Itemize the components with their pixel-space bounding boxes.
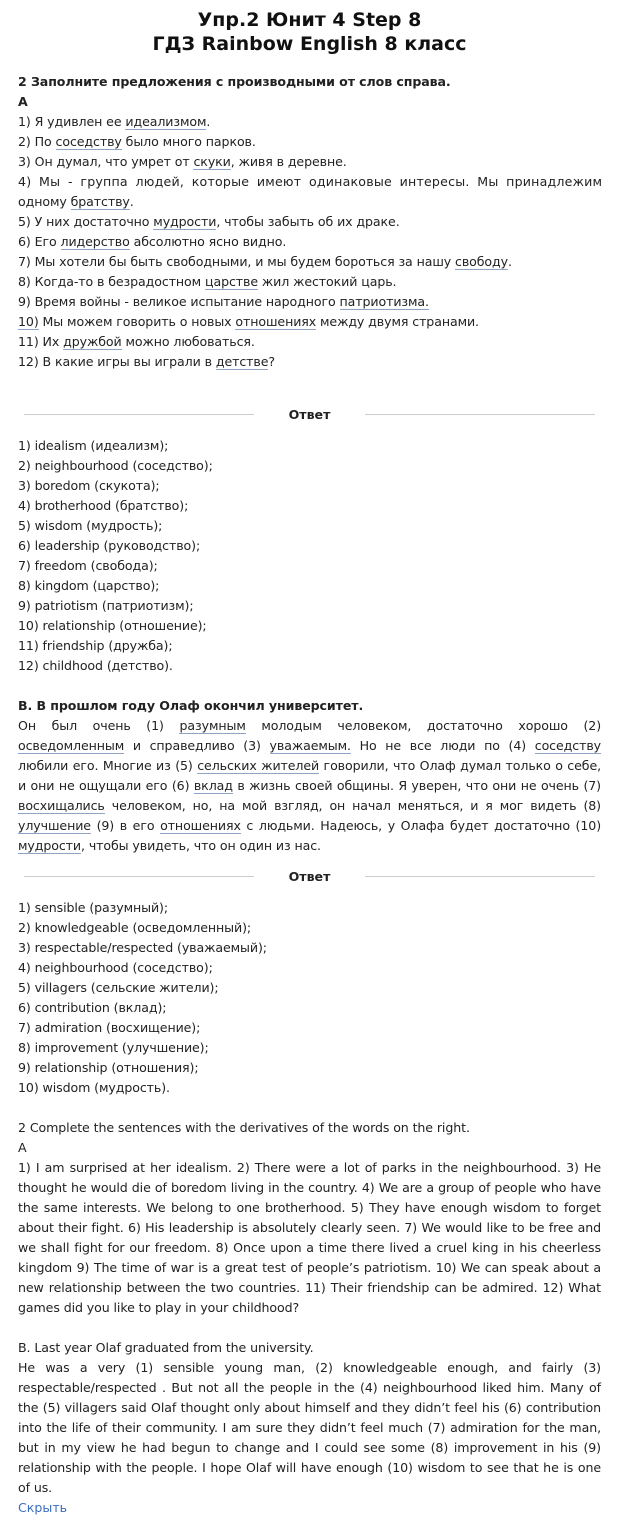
answer-item: 2) knowledgeable (осведомленный); — [18, 920, 252, 935]
underlined-word: вклад — [193, 778, 233, 793]
page-header — [18, 8, 601, 56]
underlined-word: мудрости — [153, 214, 217, 229]
answer-item: 5) wisdom (мудрость); — [18, 518, 163, 533]
task-en-part-a-text: 1) I am surprised at her idealism. 2) There were a lot of parks in the neighbourhood. 3) He thought he would die of boredom living in the country. 4) We are a group of people who have the same interests. We belong to one brotherhood. 5) They have enough wisdom to forget about their fight. 6) His leadership is absolutely clearly seen. 7) We would like to be free and we shall fight for our freedom. 8) Once upon a time there lived a cruel king in his cheerless kingdom 9) The time of war is a great test of people’s patriotism. 10) We can speak about a new relationship between the two countries. 11) Their friendship can be admired. 12) What games did you like to play in your childhood? — [18, 1160, 601, 1315]
underlined-word: идеализмом — [125, 114, 207, 129]
answer-item: 6) leadership (руководство); — [18, 538, 201, 553]
answer-item: 8) kingdom (царство); — [18, 578, 160, 593]
answer-item: 5) villagers (сельские жители); — [18, 980, 219, 995]
divider-rule — [24, 414, 254, 415]
divider-rule — [365, 876, 595, 877]
answer-item: 10) relationship (отношение); — [18, 618, 207, 633]
answer-item: 7) admiration (восхищение); — [18, 1020, 201, 1035]
task-en-part-a-label: A — [18, 1140, 27, 1155]
task-en-part-b-heading: B. Last year Olaf graduated from the university. — [18, 1340, 314, 1355]
underlined-word: сельских жителей — [197, 758, 320, 773]
underlined-word: соседству — [534, 738, 601, 753]
answer-item: 4) brotherhood (братство); — [18, 498, 189, 513]
spacer — [18, 676, 601, 696]
answers-a — [18, 436, 601, 676]
sentence-3: 3) Он думал, что умрет от скуки, живя в деревне. — [18, 154, 347, 169]
page-title: Упр.2 Юнит 4 Step 8 — [197, 9, 422, 31]
sentence-9: 9) Время войны - великое испытание народного патриотизма. — [18, 294, 429, 309]
answer-item: 12) childhood (детство). — [18, 658, 173, 673]
hide-link[interactable]: Скрыть — [18, 1500, 68, 1515]
answer-divider — [18, 404, 601, 424]
answer-item: 10) wisdom (мудрость). — [18, 1080, 170, 1095]
answer-item: 6) contribution (вклад); — [18, 1000, 167, 1015]
spacer — [18, 1318, 601, 1338]
underlined-word: отношениях — [160, 818, 241, 833]
sentence-1: 1) Я удивлен ее идеализмом. — [18, 114, 211, 129]
underlined-word: отношениях — [235, 314, 317, 329]
task-b-heading: В. В прошлом году Олаф окончил университет. — [18, 698, 364, 713]
answer-item: 4) neighbourhood (соседство); — [18, 960, 213, 975]
underlined-word: свободу — [455, 254, 508, 269]
task-ru-part-a-label: А — [18, 94, 28, 109]
sentence-6: 6) Его лидерство абсолютно ясно видно. — [18, 234, 287, 249]
task-b-text: Он был очень (1) разумным молодым человеком, достаточно хорошо (2) осведомленным и справедливо (3) уважаемым. Но не все люди по (4) соседству любили его. Многие из (5) сельских жителей говорили, что Олаф думал только о себе, и они не ощущали его (6) вклад в жизнь своей общины. Я уверен, что они не очень (7) восхищались человеком, но, на мой взгляд, он начал меняться, и я мог видеть (8) улучшение (9) в его отношениях с людьми. Надеюсь, у Олафа будет достаточно (10) мудрости, чтобы увидеть, что он один из нас. — [18, 718, 602, 853]
answer-item: 11) friendship (дружба); — [18, 638, 173, 653]
answer-item: 9) patriotism (патриотизм); — [18, 598, 194, 613]
sentence-10: 10) Мы можем говорить о новых отношениях между двумя странами. — [18, 314, 479, 329]
answers-b — [18, 898, 601, 1098]
task-en-part-b-text: He was a very (1) sensible young man, (2) knowledgeable enough, and fairly (3) respectable/respected . But not all the people in the (4) neighbourhood liked him. Many of the (5) villagers said Olaf thought only about himself and they didn’t feel his (6) contribution into the life of their community. I am sure they didn’t feel much (7) admiration for the man, but in my view he had begun to change and I could see some (8) improvement in his (9) relationship with the people. I hope Olaf will have enough (10) wisdom to see that he is one of us. — [18, 1360, 601, 1495]
sentence-4-line2: одному братству. — [18, 194, 134, 209]
underlined-word: осведомленным — [18, 738, 125, 753]
underlined-word: дружбой — [63, 334, 122, 349]
task-ru — [18, 72, 601, 372]
underlined-word: улучшение — [18, 818, 91, 833]
answer-item: 7) freedom (свобода); — [18, 558, 158, 573]
underlined-word: восхищались — [18, 798, 105, 813]
divider-rule — [365, 414, 595, 415]
underlined-number: 10) — [18, 314, 39, 329]
task-en-heading: 2 Complete the sentences with the derivatives of the words on the right. — [18, 1120, 470, 1135]
sentence-2: 2) По соседству было много парков. — [18, 134, 256, 149]
task-en — [18, 1118, 601, 1498]
spacer — [18, 1098, 601, 1118]
sentence-5: 5) У них достаточно мудрости, чтобы забыть об их драке. — [18, 214, 400, 229]
answer-label: Ответ — [288, 406, 331, 422]
underlined-word: царстве — [204, 274, 258, 289]
sentence-11: 11) Их дружбой можно любоваться. — [18, 334, 255, 349]
answer-item: 1) sensible (разумный); — [18, 900, 169, 915]
answer-item: 3) respectable/respected (уважаемый); — [18, 940, 267, 955]
answer-divider — [18, 866, 601, 886]
answer-item: 8) improvement (улучшение); — [18, 1040, 209, 1055]
underlined-word: разумным — [179, 718, 246, 733]
page-subtitle: ГДЗ Rainbow English 8 класс — [152, 33, 467, 55]
underlined-word: соседству — [55, 134, 122, 149]
underlined-word: патриотизма. — [339, 294, 429, 309]
answer-item: 2) neighbourhood (соседство); — [18, 458, 213, 473]
task-b — [18, 696, 601, 856]
sentence-12: 12) В какие игры вы играли в детстве? — [18, 354, 275, 369]
answer-item: 9) relationship (отношения); — [18, 1060, 199, 1075]
answer-item: 1) idealism (идеализм); — [18, 438, 169, 453]
answer-label: Ответ — [288, 868, 331, 884]
answer-item: 3) boredom (скукота); — [18, 478, 160, 493]
divider-rule — [24, 876, 254, 877]
sentence-4-line1: 4) Мы - группа людей, которые имеют одинаковые интересы. Мы принадлежим — [18, 174, 603, 189]
underlined-word: лидерство — [60, 234, 130, 249]
underlined-word: скуки — [193, 154, 231, 169]
sentence-8: 8) Когда-то в безрадостном царстве жил жестокий царь. — [18, 274, 397, 289]
underlined-word: мудрости — [18, 838, 82, 853]
task-ru-heading: 2 Заполните предложения с производными от слов справа. — [18, 74, 451, 89]
underlined-word: уважаемым. — [269, 738, 351, 753]
underlined-word: детстве — [215, 354, 269, 369]
sentence-7: 7) Мы хотели бы быть свободными, и мы будем бороться за нашу свободу. — [18, 254, 512, 269]
underlined-word: братству — [70, 194, 130, 209]
